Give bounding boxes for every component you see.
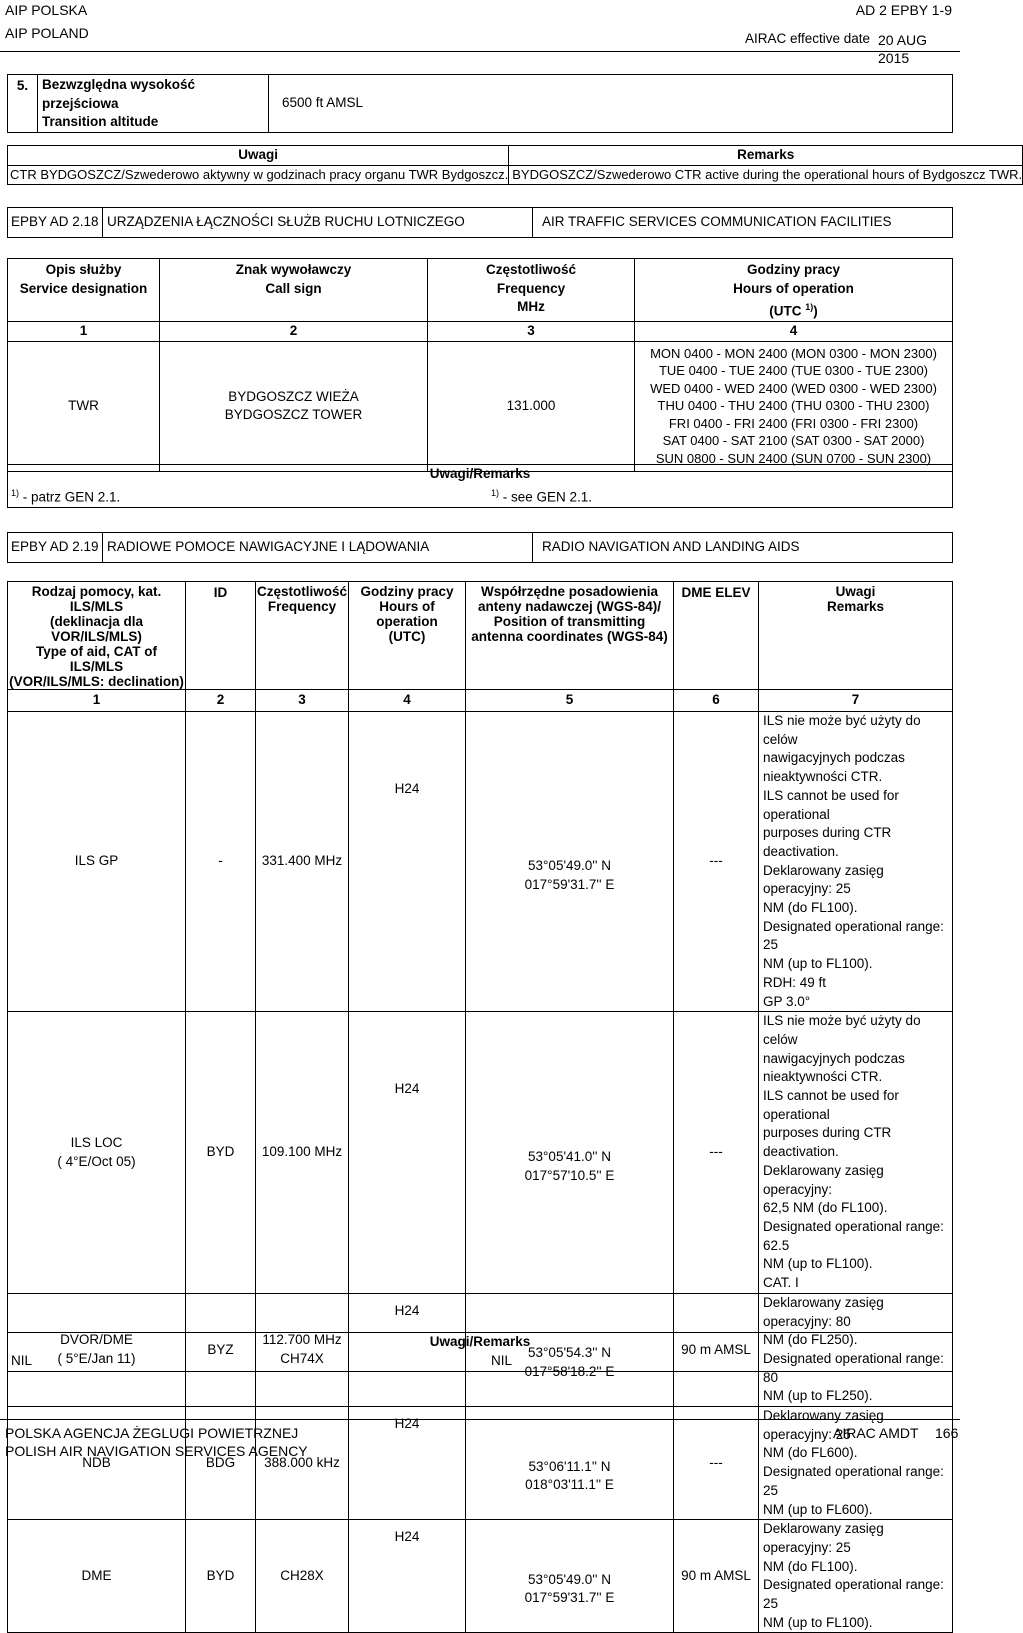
navaid-type bbox=[8, 712, 186, 1012]
navaid-type-line: DVOR/DME bbox=[60, 1332, 133, 1348]
navaid-coordinates-line: 53°05'41.0'' N bbox=[528, 1149, 611, 1165]
navaid-remarks-line: nawigacyjnych podczas bbox=[763, 750, 905, 766]
remarks-head-en: Remarks bbox=[509, 146, 1023, 166]
footer-agency-pl: POLSKA AGENCJA ŻEGLUGI POWIETRZNEJ bbox=[5, 1425, 299, 1441]
navaid-hours-line: H24 bbox=[394, 1302, 420, 1318]
navaid-remarks-line: nieaktywności CTR. bbox=[763, 1069, 883, 1085]
hours-line: MON 0400 - MON 2400 (MON 0300 - MON 2300) bbox=[650, 345, 937, 361]
col-num-4: 4 bbox=[635, 322, 953, 342]
hours-line: SAT 0400 - SAT 2100 (SAT 0300 - SAT 2000) bbox=[662, 433, 925, 449]
transition-altitude-table bbox=[7, 74, 953, 133]
col-id: ID bbox=[186, 582, 256, 690]
navaid-id bbox=[186, 1012, 256, 1294]
remarks-text-en: BYDGOSZCZ/Szwederowo CTR active during the operational hours of Bydgoszcz TWR. bbox=[509, 165, 1023, 185]
navaid-coordinates-line: 53°05'49.0'' N bbox=[528, 1571, 611, 1587]
navaid-remarks bbox=[759, 1520, 953, 1633]
section-code: EPBY AD 2.19 bbox=[8, 533, 103, 563]
navaid-coordinates bbox=[466, 1012, 674, 1294]
col-type-of-aid bbox=[8, 582, 186, 690]
frequency-value: 131.000 bbox=[428, 341, 635, 471]
section-title-en: RADIO NAVIGATION AND LANDING AIDS bbox=[533, 533, 953, 563]
navaid-frequency bbox=[256, 1012, 349, 1294]
navaid-dme-elev bbox=[674, 1407, 759, 1520]
col-type-line: Type of aid, CAT of ILS/MLS bbox=[36, 644, 157, 674]
navaid-coordinates-line: 53°06'11.1'' N bbox=[528, 1458, 611, 1474]
section-code: EPBY AD 2.18 bbox=[8, 208, 103, 238]
navaid-coordinates-line: 017°58'18.2'' E bbox=[524, 1363, 615, 1379]
navaid-rows bbox=[8, 712, 953, 1633]
section-219-title bbox=[7, 532, 953, 563]
navaid-remarks-line: ILS nie może być użyty do celów bbox=[763, 1013, 921, 1047]
footer-agency-en: POLISH AIR NAVIGATION SERVICES AGENCY bbox=[5, 1443, 308, 1459]
col-num-2: 2 bbox=[186, 690, 256, 712]
navaid-dme-elev-line: --- bbox=[709, 1144, 723, 1160]
footnote-ref: 1) bbox=[805, 302, 814, 312]
navaid-id-line: BYD bbox=[206, 1568, 235, 1584]
atsc-note-pl bbox=[8, 484, 485, 508]
footnote-mark: 1) bbox=[491, 487, 500, 498]
header-aip-polska: AIP POLSKA bbox=[5, 2, 88, 18]
navaid-remarks-line: NM (do FL250). bbox=[763, 1332, 858, 1348]
navaid-type bbox=[8, 1012, 186, 1294]
navaids-table bbox=[7, 581, 953, 1633]
col-hours bbox=[349, 582, 466, 690]
ctr-remarks-table bbox=[7, 145, 1023, 185]
navaid-id-line: BYD bbox=[206, 1144, 235, 1160]
navaid-remarks-line: nieaktywności CTR. bbox=[763, 769, 883, 785]
navaids-remarks-table bbox=[7, 1332, 953, 1372]
navaid-type-line: ILS LOC bbox=[70, 1135, 123, 1151]
col-hours-en: Hours of operation bbox=[733, 280, 854, 296]
navaid-remarks-line: 62,5 NM (do FL100). bbox=[763, 1200, 888, 1216]
hours-of-operation bbox=[635, 341, 953, 471]
footer-rule bbox=[0, 1419, 960, 1420]
col-freq-pl: Częstotliwość bbox=[256, 584, 348, 599]
navaid-frequency-line: CH74X bbox=[280, 1350, 324, 1366]
navaid-row bbox=[8, 1520, 953, 1633]
navaid-type-line: ( 4°E/Oct 05) bbox=[57, 1153, 136, 1169]
navaid-remarks-line: Deklarowany zasięg operacyjny: 25 bbox=[763, 1408, 884, 1442]
transition-label-pl: Bezwzględna wysokość przejściowa bbox=[42, 77, 196, 111]
transition-value: 6500 ft AMSL bbox=[269, 75, 953, 133]
col-remarks bbox=[759, 582, 953, 690]
navaid-remarks-line: GP 3.0° bbox=[763, 993, 811, 1009]
navaids-remarks-head: Uwagi/Remarks bbox=[8, 1333, 953, 1352]
col-coord-line: antenna coordinates (WGS-84) bbox=[471, 629, 668, 644]
navaid-remarks-line: ILS cannot be used for operational bbox=[763, 787, 899, 822]
navaid-coordinates-line: 017°57'10.5'' E bbox=[524, 1167, 615, 1183]
col-num-2: 2 bbox=[160, 322, 428, 342]
navaid-dme-elev-line: --- bbox=[709, 853, 723, 869]
page-id: AD 2 EPBY 1-9 bbox=[855, 2, 952, 18]
utc-label: (UTC bbox=[769, 303, 806, 319]
callsign-en: BYDGOSZCZ TOWER bbox=[224, 407, 363, 423]
col-callsign-pl: Znak wywoławczy bbox=[235, 262, 352, 277]
navaid-hours bbox=[349, 712, 466, 1012]
navaid-hours-line: H24 bbox=[394, 1416, 420, 1432]
navaid-remarks-line: purposes during CTR deactivation. bbox=[763, 1125, 892, 1160]
col-service bbox=[8, 259, 160, 322]
navaid-remarks-line: RDH: 49 ft bbox=[763, 974, 827, 990]
hours-line: SUN 0800 - SUN 2400 (SUN 0700 - SUN 2300) bbox=[655, 451, 932, 467]
hours-line: FRI 0400 - FRI 2400 (FRI 0300 - FRI 2300) bbox=[668, 415, 919, 431]
navaid-remarks-line: NM (up to FL600). bbox=[763, 1501, 873, 1517]
navaid-remarks bbox=[759, 1012, 953, 1294]
col-freq-en: Frequency bbox=[267, 599, 337, 614]
col-num-1: 1 bbox=[8, 322, 160, 342]
col-num-6: 6 bbox=[674, 690, 759, 712]
callsign-pl: BYDGOSZCZ WIEŻA bbox=[228, 388, 359, 404]
navaid-frequency-line: CH28X bbox=[280, 1568, 324, 1584]
navaid-row bbox=[8, 712, 953, 1012]
navaid-coordinates bbox=[466, 712, 674, 1012]
section-218-title bbox=[7, 207, 953, 238]
col-service-pl: Opis służby bbox=[45, 262, 122, 277]
col-dme-elev: DME ELEV bbox=[674, 582, 759, 690]
navaid-dme-elev bbox=[674, 1012, 759, 1294]
navaid-type-line: ( 5°E/Jan 11) bbox=[57, 1350, 136, 1366]
navaid-coordinates bbox=[466, 1407, 674, 1520]
navaid-hours bbox=[349, 1012, 466, 1294]
transition-label bbox=[38, 75, 269, 133]
navaid-type-line: ILS GP bbox=[74, 853, 119, 869]
navaid-hours-line: H24 bbox=[394, 781, 420, 796]
navaid-coordinates bbox=[466, 1520, 674, 1633]
atsc-note-en bbox=[484, 484, 953, 508]
navaid-remarks bbox=[759, 712, 953, 1012]
navaid-remarks-line: Designated operational range: 25 bbox=[763, 918, 944, 953]
navaid-type bbox=[8, 1520, 186, 1633]
section-title-en: AIR TRAFFIC SERVICES COMMUNICATION FACILITIES bbox=[533, 208, 953, 238]
navaid-dme-elev-line: 90 m AMSL bbox=[681, 1341, 751, 1357]
navaid-remarks-line: NM (up to FL100). bbox=[763, 1614, 873, 1630]
navaid-frequency-line: 388.000 kHz bbox=[264, 1454, 340, 1470]
remarks-text-pl: CTR BYDGOSZCZ/Szwederowo aktywny w godzinach pracy organu TWR Bydgoszcz. bbox=[8, 165, 509, 185]
col-coord-line: Współrzędne posadowienia bbox=[480, 584, 659, 599]
col-frequency-en: Frequency bbox=[496, 280, 566, 296]
col-hours bbox=[635, 259, 953, 322]
navaid-coordinates-line: 53°05'49.0'' N bbox=[528, 858, 611, 874]
navaid-row bbox=[8, 1012, 953, 1294]
navaid-coordinates-line: 018°03'11.1'' E bbox=[525, 1477, 614, 1493]
col-hours-pl: Godziny pracy bbox=[746, 262, 841, 277]
navaid-remarks-line: NM (do FL600). bbox=[763, 1445, 858, 1461]
utc-close: ) bbox=[813, 303, 818, 319]
navaid-type-line: DME bbox=[81, 1568, 112, 1584]
col-coordinates bbox=[466, 582, 674, 690]
navaids-remarks-pl: NIL bbox=[8, 1352, 485, 1372]
navaid-remarks-line: Deklarowany zasięg operacyjny: bbox=[763, 1162, 884, 1197]
section-title-pl: URZĄDZENIA ŁĄCZNOŚCI SŁUŻB RUCHU LOTNICZEGO bbox=[103, 208, 533, 238]
transition-label-en: Transition altitude bbox=[42, 114, 159, 129]
navaid-remarks-line: ILS nie może być użyty do celów bbox=[763, 713, 921, 747]
navaid-remarks-line: NM (do FL100). bbox=[763, 900, 858, 916]
col-frequency-unit: MHz bbox=[517, 299, 545, 314]
navaid-coordinates-line: 017°59'31.7'' E bbox=[524, 876, 615, 892]
col-num-4: 4 bbox=[349, 690, 466, 712]
col-num-3: 3 bbox=[256, 690, 349, 712]
col-type-line: Rodzaj pomocy, kat. ILS/MLS bbox=[31, 584, 162, 614]
navaid-remarks-line: NM (up to FL100). bbox=[763, 1256, 873, 1272]
navaid-remarks-line: NM (up to FL250). bbox=[763, 1388, 873, 1404]
navaid-hours-line: H24 bbox=[394, 1529, 420, 1545]
navaid-remarks-line: Designated operational range: 80 bbox=[763, 1350, 944, 1385]
col-coord-line: anteny nadawczej (WGS-84)/ bbox=[477, 599, 662, 614]
navaids-remarks-en: NIL bbox=[484, 1352, 953, 1372]
item-number: 5. bbox=[8, 75, 38, 133]
col-type-line: (VOR/ILS/MLS: declination) bbox=[9, 674, 184, 689]
col-callsign bbox=[160, 259, 428, 322]
service-designation: TWR bbox=[8, 341, 160, 471]
navaid-dme-elev bbox=[674, 712, 759, 1012]
col-coord-line: Position of transmitting bbox=[493, 614, 646, 629]
col-service-en: Service designation bbox=[19, 280, 148, 296]
callsign bbox=[160, 341, 428, 471]
col-num-7: 7 bbox=[759, 690, 953, 712]
navaid-dme-elev-line: --- bbox=[709, 1454, 723, 1470]
navaid-remarks-line: Deklarowany zasięg operacyjny: 25 bbox=[763, 1521, 884, 1555]
col-hours-utc bbox=[635, 298, 952, 321]
airac-label: AIRAC effective date bbox=[745, 31, 871, 46]
footer-amdt-number: 166 bbox=[935, 1425, 959, 1441]
header-rule bbox=[0, 51, 960, 52]
airac-date: 20 AUG 2015 bbox=[878, 32, 928, 66]
navaid-remarks-line: NM (up to FL100). bbox=[763, 956, 873, 972]
navaid-remarks-line: Deklarowany zasięg operacyjny: 80 bbox=[763, 1294, 884, 1329]
note-pl-text: - patrz GEN 2.1. bbox=[19, 489, 121, 504]
remarks-head-pl: Uwagi bbox=[8, 146, 509, 166]
col-num-3: 3 bbox=[428, 322, 635, 342]
navaid-coordinates-line: 53°05'54.3'' N bbox=[528, 1345, 611, 1361]
header-aip-poland: AIP POLAND bbox=[5, 25, 89, 41]
hours-line: THU 0400 - THU 2400 (THU 0300 - THU 2300) bbox=[657, 398, 930, 414]
navaid-dme-elev-line: 90 m AMSL bbox=[681, 1568, 751, 1584]
navaid-remarks-line: nawigacyjnych podczas bbox=[763, 1050, 905, 1066]
navaid-coordinates-line: 017°59'31.7'' E bbox=[524, 1590, 615, 1606]
navaid-frequency bbox=[256, 712, 349, 1012]
navaid-frequency-line: 112.700 MHz bbox=[262, 1332, 342, 1348]
atsc-remarks-head: Uwagi/Remarks bbox=[8, 465, 953, 484]
atsc-remarks-table bbox=[7, 464, 953, 508]
col-remarks-pl: Uwagi bbox=[835, 584, 876, 599]
navaid-hours bbox=[349, 1520, 466, 1633]
col-hours-line: Hours of operation bbox=[376, 599, 438, 629]
col-type-line: (deklinacja dla VOR/ILS/MLS) bbox=[49, 614, 144, 644]
navaid-frequency-line: 109.100 MHz bbox=[261, 1144, 343, 1160]
note-en-text: - see GEN 2.1. bbox=[499, 489, 593, 504]
col-callsign-en: Call sign bbox=[265, 280, 322, 296]
navaid-hours-line: H24 bbox=[394, 1081, 420, 1097]
atsc-table bbox=[7, 258, 953, 472]
navaid-remarks-line: purposes during CTR deactivation. bbox=[763, 825, 892, 859]
navaid-frequency bbox=[256, 1520, 349, 1633]
navaid-hours bbox=[349, 1407, 466, 1520]
navaid-remarks-line: NM (do FL100). bbox=[763, 1558, 858, 1574]
navaid-remarks-line: Designated operational range: 25 bbox=[763, 1464, 944, 1498]
col-frequency-pl: Częstotliwość bbox=[485, 262, 577, 277]
hours-line: TUE 0400 - TUE 2400 (TUE 0300 - TUE 2300) bbox=[658, 363, 929, 379]
navaid-remarks-line: ILS cannot be used for operational bbox=[763, 1088, 899, 1122]
footer-amdt-label: AIRAC AMDT bbox=[833, 1425, 919, 1441]
col-num-5: 5 bbox=[466, 690, 674, 712]
footnote-mark: 1) bbox=[11, 487, 20, 498]
navaid-id bbox=[186, 1520, 256, 1633]
navaid-id-line: - bbox=[218, 853, 223, 869]
navaid-remarks-line: Designated operational range: 25 bbox=[763, 1577, 944, 1612]
navaid-id-line: BDG bbox=[205, 1454, 236, 1470]
hours-line: WED 0400 - WED 2400 (WED 0300 - WED 2300) bbox=[650, 380, 937, 396]
section-title-pl: RADIOWE POMOCE NAWIGACYJNE I LĄDOWANIA bbox=[103, 533, 533, 563]
col-frequency bbox=[428, 259, 635, 322]
navaid-frequency-line: 331.400 MHz bbox=[261, 853, 343, 869]
navaid-id-line: BYZ bbox=[207, 1341, 234, 1357]
navaid-id bbox=[186, 712, 256, 1012]
col-hours-line: Godziny pracy bbox=[360, 584, 454, 599]
navaid-dme-elev bbox=[674, 1520, 759, 1633]
navaid-type-line: NDB bbox=[82, 1454, 111, 1470]
col-remarks-en: Remarks bbox=[826, 599, 885, 614]
navaid-remarks-line: Deklarowany zasięg operacyjny: 25 bbox=[763, 862, 884, 897]
col-num-1: 1 bbox=[8, 690, 186, 712]
col-hours-line: (UTC) bbox=[388, 629, 426, 644]
col-frequency bbox=[256, 582, 349, 690]
navaid-remarks-line: Designated operational range: 62.5 bbox=[763, 1218, 944, 1253]
navaid-remarks-line: CAT. I bbox=[763, 1275, 799, 1291]
